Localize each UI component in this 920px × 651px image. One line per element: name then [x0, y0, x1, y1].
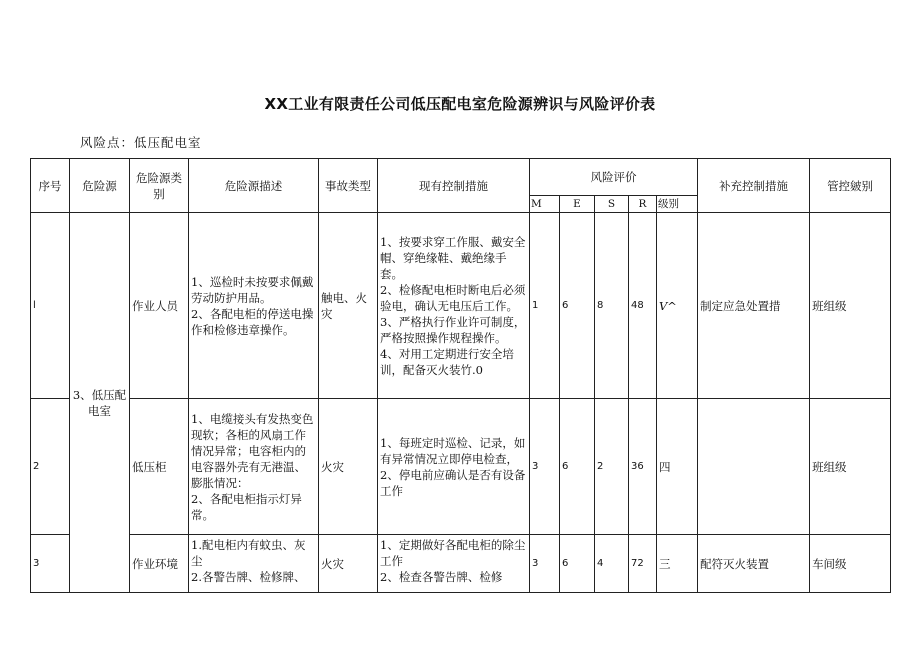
row-accident: 触电、火灾: [319, 213, 378, 399]
row-category: 作业环境: [130, 535, 189, 593]
row-seq: l: [31, 213, 70, 399]
row-controls: 1、定期做好各配电柜的除尘工作 2、检查各警告牌、检修: [378, 535, 530, 593]
row-controls: 1、每班定时巡检、记录，如有异常情况立即停电检查， 2、停电前应确认是否有设备工作: [378, 399, 530, 535]
row-supplement: 制定应急处置措: [698, 213, 810, 399]
row-seq: 3: [31, 535, 70, 593]
row-m: 1: [530, 213, 560, 399]
row-accident: 火灾: [319, 535, 378, 593]
table-row: [31, 399, 891, 535]
header-row: [31, 159, 891, 196]
row-e: 6: [560, 213, 595, 399]
row-description: 1、巡检时未按要求佩戴劳动防护用品。 2、各配电柜的停送电操作和检修违章操作。: [189, 213, 319, 399]
header-risk-eval: 风险评价: [530, 159, 698, 196]
row-description: 1.配电柜内有蚊虫、灰尘 2.各警告牌、检修牌、: [189, 535, 319, 593]
row-r: 48: [629, 213, 657, 399]
row-m: 3: [530, 399, 560, 535]
table-row: [31, 535, 891, 593]
row-supplement: 配符灭火装置: [698, 535, 810, 593]
row-level: 车间级: [810, 535, 891, 593]
row-level: 班组级: [810, 213, 891, 399]
row-grade: 四: [657, 399, 698, 535]
header-s: S: [595, 196, 629, 213]
row-accident: 火灾: [319, 399, 378, 535]
header-grade: 级别: [657, 196, 698, 213]
header-m: M: [530, 196, 560, 213]
row-s: 8: [595, 213, 629, 399]
header-hazard: 危险源: [70, 159, 130, 213]
row-r: 36: [629, 399, 657, 535]
page-title: XX工业有限责任公司低压配电室危险源辨识与风险评价表: [264, 95, 656, 113]
row-e: 6: [560, 535, 595, 593]
header-e: E: [560, 196, 595, 213]
row-s: 4: [595, 535, 629, 593]
header-seq: 序号: [31, 159, 70, 213]
row-supplement: [698, 399, 810, 535]
row-seq: 2: [31, 399, 70, 535]
row-category: 作业人员: [130, 213, 189, 399]
row-grade: V^: [657, 213, 698, 399]
header-level-ctrl: 管控皴别: [810, 159, 891, 213]
row-grade: 三: [657, 535, 698, 593]
row-category: 低压柜: [130, 399, 189, 535]
header-supplement: 补充控制措施: [698, 159, 810, 213]
table-row: [31, 213, 891, 399]
row-controls: 1、按要求穿工作服、戴安全帽、穿绝缘鞋、戴绝缘手套。 2、检修配电柜时断电后必须验电，确认无电压后工作。 3、严格执行作业许可制度，严格按照操作规程操作。 4、对用工定期进行安全培训，配备灭火装竹.0: [378, 213, 530, 399]
hazard-group-cell: 3、低压配电室: [70, 213, 130, 593]
header-controls: 现有控制措施: [378, 159, 530, 213]
row-level: 班组级: [810, 399, 891, 535]
row-r: 72: [629, 535, 657, 593]
row-s: 2: [595, 399, 629, 535]
row-description: 1、电缆接头有发热变色现软；各柜的风扇工作情况异常；电容柜内的电容器外壳有无港温、膨胀情况： 2、各配电柜指示灯异常。: [189, 399, 319, 535]
header-category: 危险源类别: [130, 159, 189, 213]
header-accident: 事故类型: [319, 159, 378, 213]
header-description: 危险源描述: [189, 159, 319, 213]
row-m: 3: [530, 535, 560, 593]
header-r: R: [629, 196, 657, 213]
row-e: 6: [560, 399, 595, 535]
risk-assessment-table: [30, 158, 891, 593]
risk-point-label: 风险点：低压配电室: [80, 135, 202, 150]
